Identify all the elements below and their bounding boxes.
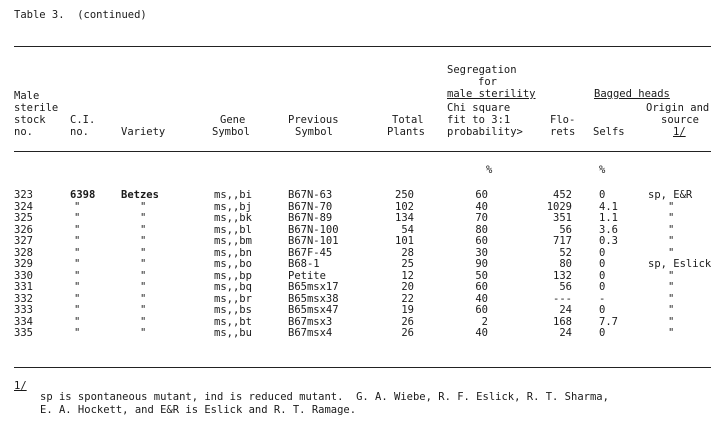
header-gene-line2: Symbol (212, 126, 250, 138)
cell-variety: " (140, 212, 147, 224)
cell-florets: 80 (559, 258, 572, 270)
header-origin-line2: source (661, 114, 699, 126)
cell-selfs: 0 (599, 281, 606, 293)
cell-prev: B67N-89 (288, 212, 333, 224)
cell-origin: " (668, 281, 675, 293)
cell-gene: ms,,bo (214, 258, 252, 270)
header-bagged-heads: Bagged heads (594, 88, 670, 100)
cell-gene: ms,,br (214, 292, 252, 305)
cell-stock: 329 (14, 258, 33, 270)
cell-ci: " (74, 304, 81, 316)
cell-ci: " (74, 258, 81, 270)
cell-gene: ms,,bu (214, 327, 252, 339)
cell-stock: 323 (14, 189, 33, 201)
header-segregation-for: for (478, 76, 497, 88)
header-total-line1: Total (392, 114, 424, 126)
header-previous-line2: Symbol (295, 126, 333, 138)
cell-chi: 50 (475, 269, 488, 282)
cell-total: 20 (401, 281, 414, 293)
cell-total: 102 (395, 200, 414, 213)
cell-variety: " (140, 258, 147, 270)
cell-chi: 60 (475, 189, 488, 201)
cell-selfs: 4.1 (599, 200, 618, 213)
cell-gene: ms,,bl (214, 223, 252, 236)
cell-gene: ms,,bn (214, 246, 252, 259)
cell-chi: 40 (475, 200, 488, 213)
cell-florets: 168 (553, 315, 572, 328)
footnote-line1: sp is spontaneous mutant, ind is reduced mutant. G. A. Wiebe, R. F. Eslick, R. T. Sharma, (40, 391, 609, 403)
header-stock-line4: no. (14, 126, 33, 138)
cell-stock: 328 (14, 246, 33, 259)
cell-chi: 40 (475, 327, 488, 339)
cell-variety: " (140, 281, 147, 293)
cell-variety: " (140, 246, 147, 259)
cell-variety: " (140, 200, 147, 213)
cell-origin: " (668, 327, 675, 339)
cell-florets: 24 (559, 304, 572, 316)
cell-gene: ms,,bi (214, 189, 252, 201)
cell-origin: " (668, 223, 675, 236)
cell-prev: B67msx4 (288, 327, 333, 339)
cell-prev: B67N-100 (288, 223, 339, 236)
header-chi-line2: fit to 3:1 (447, 114, 511, 126)
cell-total: 25 (401, 258, 414, 270)
chi-unit: % (486, 164, 493, 176)
cell-ci: " (74, 315, 81, 328)
cell-selfs: 7.7 (599, 315, 618, 328)
cell-chi: 2 (481, 315, 488, 328)
footnote-line2: E. A. Hockett, and E&R is Eslick and R. T. Ramage. (40, 404, 357, 416)
cell-stock: 330 (14, 269, 33, 282)
cell-prev: B65msx17 (288, 281, 339, 293)
cell-prev: B67F-45 (288, 246, 333, 259)
cell-stock: 324 (14, 200, 33, 213)
cell-ci: " (74, 269, 81, 282)
header-chi-line3: probability> (447, 126, 523, 138)
header-total-line2: Plants (387, 126, 425, 138)
cell-origin: " (668, 200, 675, 213)
header-male-sterility: male sterility (447, 88, 536, 100)
cell-total: 26 (401, 315, 414, 328)
cell-florets: 132 (553, 269, 572, 282)
cell-chi: 70 (475, 212, 488, 224)
header-ci-line2: no. (70, 126, 89, 138)
cell-selfs: 0 (599, 269, 606, 282)
cell-selfs: 0 (599, 258, 606, 270)
cell-prev: B68-1 (288, 258, 320, 270)
cell-florets: --- (553, 292, 572, 305)
cell-prev: B67msx3 (288, 315, 333, 328)
cell-stock: 334 (14, 315, 33, 328)
header-chi-line1: Chi square (447, 102, 511, 114)
cell-stock: 327 (14, 235, 33, 247)
cell-ci: " (74, 235, 81, 247)
cell-ci: " (74, 246, 81, 259)
cell-origin: " (668, 315, 675, 328)
cell-selfs: 0 (599, 304, 606, 316)
cell-stock: 333 (14, 304, 33, 316)
header-origin-ref: 1/ (673, 126, 686, 138)
cell-chi: 40 (475, 292, 488, 305)
cell-ci: " (74, 200, 81, 213)
header-variety: Variety (121, 126, 166, 138)
cell-gene: ms,,bq (214, 281, 252, 293)
cell-total: 28 (401, 246, 414, 259)
cell-ci: " (74, 223, 81, 236)
cell-ci: " (74, 281, 81, 293)
cell-origin: " (668, 246, 675, 259)
header-segregation: Segregation (447, 64, 517, 76)
header-selfs: Selfs (593, 126, 625, 138)
cell-stock: 335 (14, 327, 33, 339)
footer-rule (14, 367, 711, 368)
cell-stock: 326 (14, 223, 33, 236)
cell-total: 26 (401, 327, 414, 339)
cell-total: 134 (395, 212, 414, 224)
header-rule (14, 151, 711, 152)
header-ci-line1: C.I. (70, 114, 96, 126)
cell-prev: B67N-70 (288, 200, 333, 213)
cell-selfs: 0 (599, 246, 606, 259)
cell-chi: 60 (475, 235, 488, 247)
cell-variety: Betzes (121, 189, 159, 201)
cell-variety: " (140, 292, 147, 305)
cell-ci: " (74, 327, 81, 339)
cell-total: 250 (395, 189, 414, 201)
cell-ci: 6398 (70, 189, 96, 201)
top-rule (14, 46, 711, 47)
cell-stock: 332 (14, 292, 33, 305)
cell-florets: 56 (559, 223, 572, 236)
cell-total: 54 (401, 223, 414, 236)
cell-gene: ms,,bs (214, 304, 252, 316)
cell-variety: " (140, 223, 147, 236)
cell-florets: 24 (559, 327, 572, 339)
cell-florets: 351 (553, 212, 572, 224)
cell-origin: " (668, 292, 675, 305)
cell-variety: " (140, 327, 147, 339)
header-stock-line1: Male (14, 90, 40, 102)
cell-ci: " (74, 292, 81, 305)
cell-origin: " (668, 304, 675, 316)
cell-origin: sp, E&R (648, 189, 693, 201)
cell-gene: ms,,bm (214, 235, 252, 247)
cell-origin: sp, Eslick (648, 258, 712, 270)
table-row (0, 327, 725, 340)
cell-florets: 52 (559, 246, 572, 259)
cell-florets: 717 (553, 235, 572, 247)
cell-chi: 80 (475, 223, 488, 236)
selfs-unit: % (599, 164, 606, 176)
cell-chi: 60 (475, 304, 488, 316)
table-label: Table 3. (continued) (14, 9, 147, 21)
cell-selfs: 0 (599, 189, 606, 201)
header-previous-line1: Previous (288, 114, 339, 126)
cell-origin: " (668, 212, 675, 224)
cell-prev: B67N-101 (288, 235, 339, 247)
cell-ci: " (74, 212, 81, 224)
cell-prev: Petite (288, 269, 326, 282)
cell-prev: B65msx47 (288, 304, 339, 316)
header-stock-line2: sterile (14, 102, 59, 114)
cell-florets: 1029 (546, 200, 572, 213)
cell-selfs: 3.6 (599, 223, 618, 236)
cell-variety: " (140, 315, 147, 328)
cell-prev: B65msx38 (288, 292, 339, 305)
cell-total: 12 (401, 269, 414, 282)
header-florets-line2: rets (550, 126, 576, 138)
cell-origin: " (668, 235, 675, 247)
header-gene-line1: Gene (220, 114, 246, 126)
cell-stock: 331 (14, 281, 33, 293)
cell-variety: " (140, 235, 147, 247)
cell-origin: " (668, 269, 675, 282)
cell-florets: 56 (559, 281, 572, 293)
cell-chi: 60 (475, 281, 488, 293)
cell-florets: 452 (553, 189, 572, 201)
cell-variety: " (140, 304, 147, 316)
cell-variety: " (140, 269, 147, 282)
cell-total: 22 (401, 292, 414, 305)
cell-gene: ms,,bk (214, 212, 252, 224)
header-florets-line1: Flo- (550, 114, 576, 126)
footnote-marker: 1/ (14, 380, 27, 392)
cell-total: 19 (401, 304, 414, 316)
cell-chi: 30 (475, 246, 488, 259)
cell-stock: 325 (14, 212, 33, 224)
header-stock-line3: stock (14, 114, 46, 126)
cell-gene: ms,,bt (214, 315, 252, 328)
cell-total: 101 (395, 235, 414, 247)
cell-gene: ms,,bj (214, 200, 252, 213)
cell-gene: ms,,bp (214, 269, 252, 282)
cell-selfs: 0 (599, 327, 606, 339)
header-origin-line1: Origin and (646, 102, 710, 114)
cell-selfs: 1.1 (599, 212, 618, 224)
cell-selfs: - (599, 292, 606, 305)
cell-chi: 90 (475, 258, 488, 270)
cell-selfs: 0.3 (599, 235, 618, 247)
cell-prev: B67N-63 (288, 189, 333, 201)
